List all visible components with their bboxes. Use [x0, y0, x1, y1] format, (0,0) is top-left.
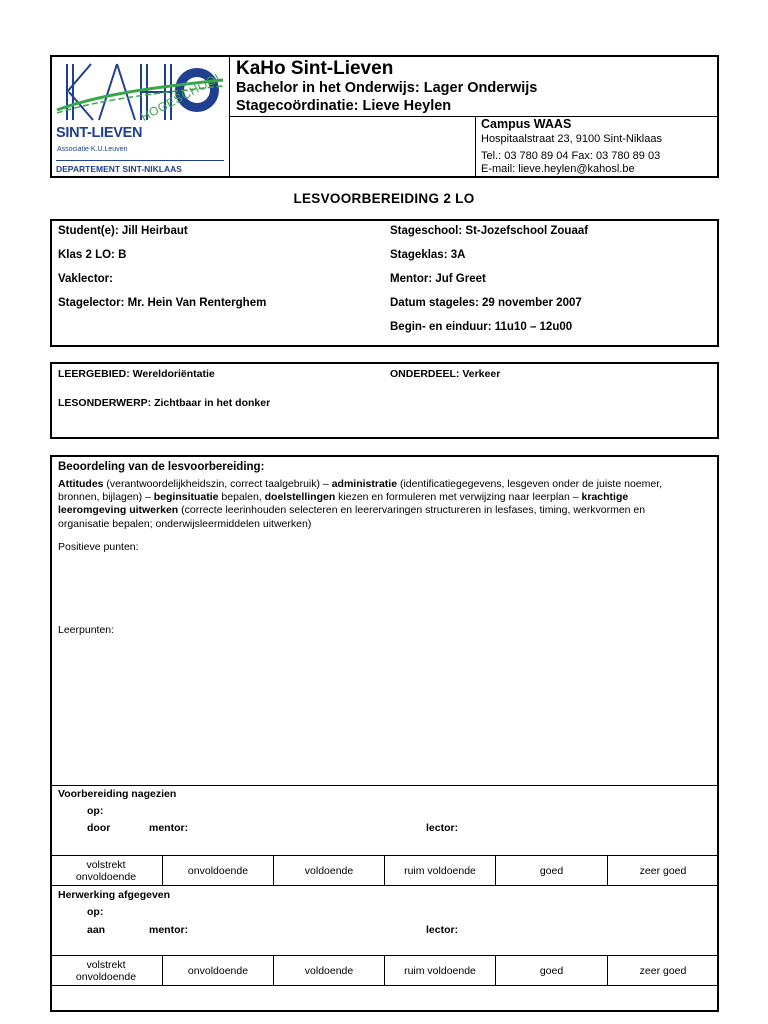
crit-administratie: administratie — [331, 478, 398, 490]
logo-hogeschool-text: HOGESCHOOL — [138, 68, 226, 124]
crit-krachtige-text: (correcte leerinhouden selecteren en leerervaringen structureren in lesfases, timing, werkvormen en organisatie bepalen; onderwijsleermiddelen uitwerken) — [58, 504, 646, 530]
nagezien-top-line — [51, 785, 718, 786]
learning-points-label: Leerpunten: — [58, 624, 115, 636]
campus-email: E-mail: lieve.heylen@kahosl.be — [481, 163, 635, 175]
logo-associatie-text: Associatie K.U.Leuven — [57, 146, 128, 153]
positive-points-label: Positieve punten: — [58, 541, 139, 553]
nagezien-op: op: — [87, 805, 104, 817]
rating-2-zeer-goed[interactable]: zeer goed — [639, 964, 687, 977]
mentor-field: Mentor: Juf Greet — [390, 273, 486, 285]
crit-attitudes-text: (verantwoordelijkheidszin, correct taalgebruik) – — [103, 478, 332, 490]
rating-1-volstrekt-onvoldoende[interactable]: volstrekt onvoldoende — [75, 858, 137, 883]
coordinator-line: Stagecoördinatie: Lieve Heylen — [236, 98, 452, 114]
rating-2-goed[interactable]: goed — [539, 964, 564, 977]
rating-2-voldoende[interactable]: voldoende — [304, 964, 354, 977]
crit-doelstellingen-text: kiezen en formuleren met verwijzing naar leerplan – — [335, 491, 582, 504]
info-box — [50, 219, 719, 347]
rating-2-onvoldoende[interactable]: onvoldoende — [187, 964, 249, 977]
crit-attitudes: Attitudes — [58, 478, 104, 490]
herwerking-aan: aan — [87, 924, 106, 936]
campus-address: Hospitaalstraat 23, 9100 Sint-Niklaas — [481, 133, 662, 145]
herwerking-title: Herwerking afgegeven — [58, 889, 171, 901]
stageschool-field: Stageschool: St-Jozefschool Zouaaf — [390, 225, 589, 237]
crit-administratie-text: (identificatiegegevens, lesgeven onder de juiste noemer, bronnen, bijlagen) – — [58, 478, 663, 504]
logo-line — [56, 160, 224, 161]
student-field: Student(e): Jill Heirbaut — [58, 225, 188, 237]
document-title: LESVOORBEREIDING 2 LO — [293, 191, 475, 206]
crit-beginsituatie-text: bepalen, — [218, 491, 265, 504]
evaluation-title: Beoordeling van de lesvoorbereiding: — [58, 461, 265, 473]
rating-1-voldoende[interactable]: voldoende — [304, 864, 354, 877]
rating-1-onvoldoende[interactable]: onvoldoende — [187, 864, 249, 877]
stagelector-field: Stagelector: Mr. Hein Van Renterghem — [58, 297, 267, 309]
stageklas-field: Stageklas: 3A — [390, 249, 466, 261]
rating-2-ruim-voldoende[interactable]: ruim voldoende — [404, 964, 476, 977]
nagezien-lector: lector: — [426, 822, 459, 834]
campus-phone: Tel.: 03 780 89 04 Fax: 03 780 89 03 — [481, 150, 661, 162]
crit-doelstellingen: doelstellingen — [264, 491, 336, 504]
program-line: Bachelor in het Onderwijs: Lager Onderwijs — [236, 80, 538, 96]
datum-field: Datum stageles: 29 november 2007 — [390, 297, 582, 309]
rating-1-ruim-voldoende[interactable]: ruim voldoende — [404, 864, 476, 877]
vaklector-field: Vaklector: — [58, 273, 113, 285]
nagezien-mentor: mentor: — [149, 822, 189, 834]
herwerking-op: op: — [87, 906, 104, 918]
rating-row-1-bottom — [51, 885, 718, 886]
rating-1-zeer-goed[interactable]: zeer goed — [639, 864, 687, 877]
header-divider-horizontal — [229, 116, 718, 117]
campus-name: Campus WAAS — [481, 117, 572, 131]
herwerking-mentor: mentor: — [149, 924, 189, 936]
klas-field: Klas 2 LO: B — [58, 249, 127, 261]
onderdeel-field: ONDERDEEL: Verkeer — [390, 368, 501, 380]
campus-divider — [475, 116, 476, 177]
herwerking-lector: lector: — [426, 924, 459, 936]
nagezien-title: Voorbereiding nagezien — [58, 788, 177, 800]
crit-krachtige: krachtige leeromgeving uitwerken — [58, 491, 629, 517]
rating-row-2-bottom — [51, 985, 718, 986]
evaluation-criteria — [58, 478, 688, 531]
logo-departement-text: DEPARTEMENT SINT-NIKLAAS — [56, 164, 182, 174]
rating-1-goed[interactable]: goed — [539, 864, 564, 877]
onderwerp-field: LESONDERWERP: Zichtbaar in het donker — [58, 397, 271, 409]
leergebied-field: LEERGEBIED: Wereldoriëntatie — [58, 368, 215, 380]
nagezien-door: door — [87, 822, 111, 834]
logo-sintlieven-text: SINT-LIEVEN — [56, 125, 143, 141]
uur-field: Begin- en einduur: 11u10 – 12u00 — [390, 321, 573, 333]
rating-2-volstrekt-onvoldoende[interactable]: volstrekt onvoldoende — [75, 958, 137, 983]
crit-beginsituatie: beginsituatie — [153, 491, 219, 504]
institution-title: KaHo Sint-Lieven — [236, 58, 394, 79]
